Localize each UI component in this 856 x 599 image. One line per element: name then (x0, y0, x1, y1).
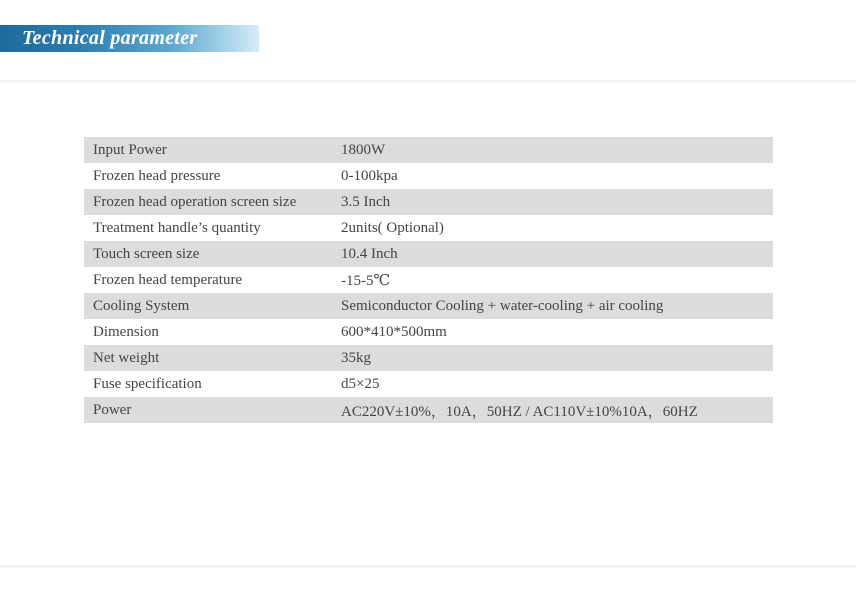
table-row (84, 371, 773, 397)
param-value: d5×25 (341, 375, 380, 392)
param-value: 0-100kpa (341, 167, 398, 184)
param-label: Frozen head operation screen size (93, 193, 297, 210)
section-header-banner (0, 25, 259, 52)
param-label: Frozen head temperature (93, 271, 243, 288)
param-label: Cooling System (93, 297, 190, 314)
param-value: 1800W (341, 141, 386, 158)
param-label: Fuse specification (93, 375, 202, 392)
param-label: Treatment handle’s quantity (93, 219, 261, 236)
bottom-divider (0, 565, 856, 568)
table-row (84, 215, 773, 241)
param-value: -15-5℃ (341, 272, 391, 289)
param-label: Net weight (93, 349, 160, 366)
table-row (84, 319, 773, 345)
table-row (84, 267, 773, 293)
param-label: Input Power (93, 141, 167, 158)
param-label: Touch screen size (93, 245, 200, 262)
param-value: 35kg (341, 349, 371, 366)
table-row (84, 189, 773, 215)
table-row (84, 163, 773, 189)
param-value: 600*410*500mm (341, 323, 447, 340)
table-row (84, 241, 773, 267)
param-value: AC220V±10%，10A，50HZ / AC110V±10%10A，60HZ (341, 403, 698, 420)
param-value: 2units( Optional) (341, 219, 444, 236)
param-label: Power (93, 401, 132, 418)
table-row (84, 137, 773, 163)
param-value: 3.5 Inch (341, 193, 391, 210)
param-label: Dimension (93, 323, 159, 340)
table-row (84, 293, 773, 319)
section-title: Technical parameter (22, 27, 198, 49)
param-label: Frozen head pressure (93, 167, 221, 184)
top-divider (0, 80, 856, 83)
table-row (84, 397, 773, 423)
parameter-table (84, 137, 773, 423)
param-value: Semiconductor Cooling + water-cooling + air cooling (341, 297, 664, 314)
param-value: 10.4 Inch (341, 245, 398, 262)
table-row (84, 345, 773, 371)
